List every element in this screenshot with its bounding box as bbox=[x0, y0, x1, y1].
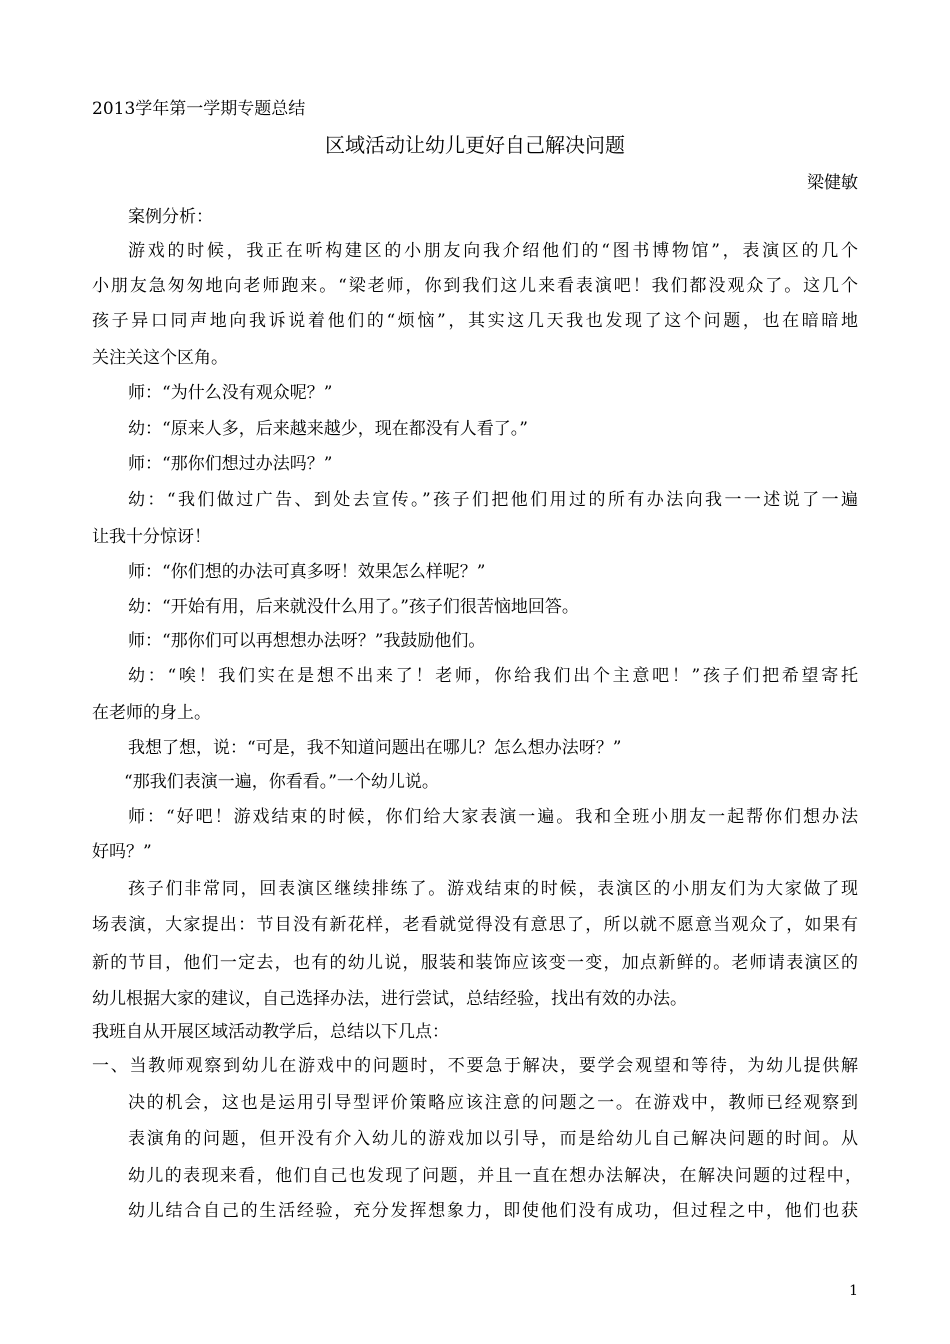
dialogue-line: 我想了想，说：“可是，我不知道问题出在哪儿？怎么想办法呀？” bbox=[128, 738, 622, 758]
list-item-line: 幼儿的表现来看，他们自己也发现了问题，并且一直在想办法解决，在解决问题的过程中， bbox=[128, 1166, 862, 1186]
dialogue-line: 幼：“原来人多，后来越来越少，现在都没有人看了。” bbox=[128, 419, 528, 439]
dialogue-line: “那我们表演一遍，你看看。”一个幼儿说。 bbox=[124, 772, 439, 792]
document-title: 区域活动让幼儿更好自己解决问题 bbox=[325, 133, 625, 157]
paragraph-line: 场表演，大家提出：节目没有新花样，老看就觉得没有意思了，所以就不愿意当观众了，如果有 bbox=[92, 915, 858, 935]
paragraph-line: 孩子们非常同，回表演区继续排练了。游戏结束的时候，表演区的小朋友们为大家做了现 bbox=[128, 879, 858, 899]
list-item-line: 决的机会，这也是运用引导型评价策略应该注意的问题之一。在游戏中，教师已经观察到 bbox=[128, 1093, 858, 1113]
dialogue-line: 师：“那你们可以再想想办法呀？”我鼓励他们。 bbox=[128, 631, 486, 651]
header-text: 2013学年第一学期专题总结 bbox=[92, 99, 306, 119]
paragraph-line: 我班自从开展区域活动教学后，总结以下几点： bbox=[92, 1022, 449, 1042]
paragraph-line: 小朋友急匆匆地向老师跑来。“梁老师，你到我们这儿来看表演吧！我们都没观众了。这几个 bbox=[92, 276, 858, 296]
dialogue-line: 师：“那你们想过办法吗？” bbox=[128, 454, 333, 474]
list-item-line: 表演角的问题，但开没有介入幼儿的游戏加以引导，而是给幼儿自己解决问题的时间。从 bbox=[128, 1129, 858, 1149]
dialogue-line: 好吗？” bbox=[92, 842, 152, 862]
dialogue-line: 师：“为什么没有观众呢？” bbox=[128, 383, 333, 403]
dialogue-line: 幼：“我们做过广告、到处去宣传。”孩子们把他们用过的所有办法向我一一述说了一遍 bbox=[128, 490, 858, 510]
paragraph-line: 新的节目，他们一定去，也有的幼儿说，服装和装饰应该变一变，加点新鲜的。老师请表演区的 bbox=[92, 953, 858, 973]
author-name: 梁健敏 bbox=[807, 173, 858, 193]
page-number: 1 bbox=[849, 1283, 858, 1299]
paragraph-line: 孩子异口同声地向我诉说着他们的“烦恼”，其实这几天我也发现了这个问题，也在暗暗地 bbox=[92, 311, 858, 331]
list-item-line: 幼儿结合自己的生活经验，充分发挥想象力，即使他们没有成功，但过程之中，他们也获 bbox=[128, 1201, 858, 1221]
list-item-line: 一、当教师观察到幼儿在游戏中的问题时，不要急于解决，要学会观望和等待，为幼儿提供解 bbox=[92, 1056, 858, 1076]
dialogue-line: 幼：“唉！我们实在是想不出来了！老师，你给我们出个主意吧！”孩子们把希望寄托 bbox=[128, 666, 858, 686]
paragraph-line: 游戏的时候，我正在听构建区的小朋友向我介绍他们的“图书博物馆”，表演区的几个 bbox=[128, 241, 858, 261]
paragraph-line: 关注关这个区角。 bbox=[92, 348, 228, 368]
dialogue-line: 师：“你们想的办法可真多呀！效果怎么样呢？” bbox=[128, 562, 486, 582]
paragraph-line: 案例分析： bbox=[128, 207, 213, 227]
dialogue-line: 师：“好吧！游戏结束的时候，你们给大家表演一遍。我和全班小朋友一起帮你们想办法 bbox=[128, 807, 858, 827]
paragraph-line: 幼儿根据大家的建议，自己选择办法，进行尝试，总结经验，找出有效的办法。 bbox=[92, 989, 687, 1009]
dialogue-line: 幼：“开始有用，后来就没什么用了。”孩子们很苦恼地回答。 bbox=[128, 597, 579, 617]
dialogue-line: 在老师的身上。 bbox=[92, 703, 211, 723]
dialogue-line: 让我十分惊讶！ bbox=[92, 527, 211, 547]
